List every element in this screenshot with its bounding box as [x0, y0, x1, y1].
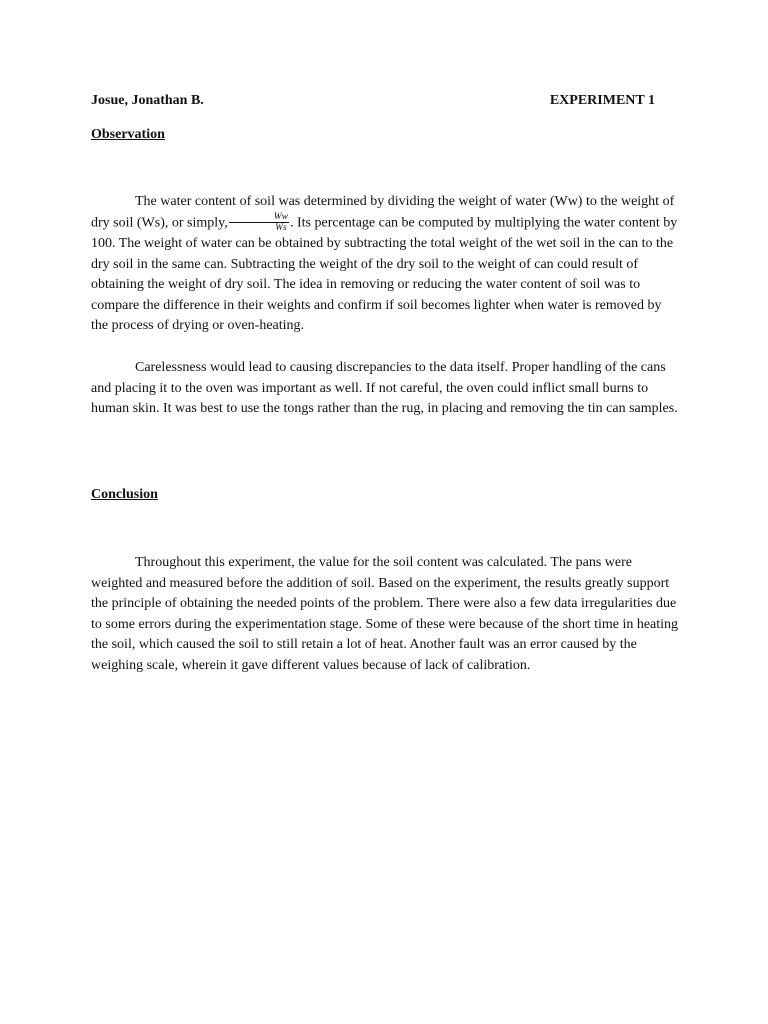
observation-p1-text-after: . Its percentage can be computed by multiplying the water content by 100. The weight of water can be obtained by subtracting the total weight of the wet soil in the can to the dry soil in the same can. Subtracting the weight of the dry soil to the weight of can could result of obtaining the weight of dry soil. The idea in removing or reducing the water content of soil was to compare the difference in their weights and confirm if soil becomes lighter when water is removed by the process of drying or oven-heating.	[91, 215, 678, 334]
conclusion-paragraph	[91, 553, 681, 677]
conclusion-p1-text: Throughout this experiment, the value for the soil content was calculated. The pans were weighted and measured before the addition of soil. Based on the experiment, the results greatly support the principle of obtaining the needed points of the problem. There were also a few data irregularities due to some errors during the experimentation stage. Some of these were because of the short time in heating the soil, which caused the soil to still retain a lot of heat. Another fault was an error caused by the weighing scale, wherein it gave different values because of lack of calibration.	[91, 555, 679, 673]
water-content-fraction	[229, 212, 289, 233]
author-name: Josue, Jonathan B.	[91, 93, 204, 108]
observation-paragraph-1	[91, 192, 681, 337]
observation-paragraph-2	[91, 358, 681, 420]
fraction-denominator: Ws	[275, 222, 287, 233]
experiment-title: EXPERIMENT 1	[549, 93, 655, 108]
fraction-numerator: Ww	[229, 212, 289, 223]
conclusion-heading: Conclusion	[91, 487, 158, 502]
observation-heading: Observation	[91, 127, 165, 142]
observation-p1-text-before: The water content of soil was determined by dividing the weight of water (Ww) to the weight of dry soil (Ws), or simply,	[91, 194, 675, 231]
observation-p2-text: Carelessness would lead to causing discrepancies to the data itself. Proper handling of the cans and placing it to the oven was important as well. If not careful, the oven could inflict small burns to human skin. It was best to use the tongs rather than the rug, in placing and removing the tin can samples.	[91, 360, 678, 417]
document-header	[91, 93, 657, 113]
